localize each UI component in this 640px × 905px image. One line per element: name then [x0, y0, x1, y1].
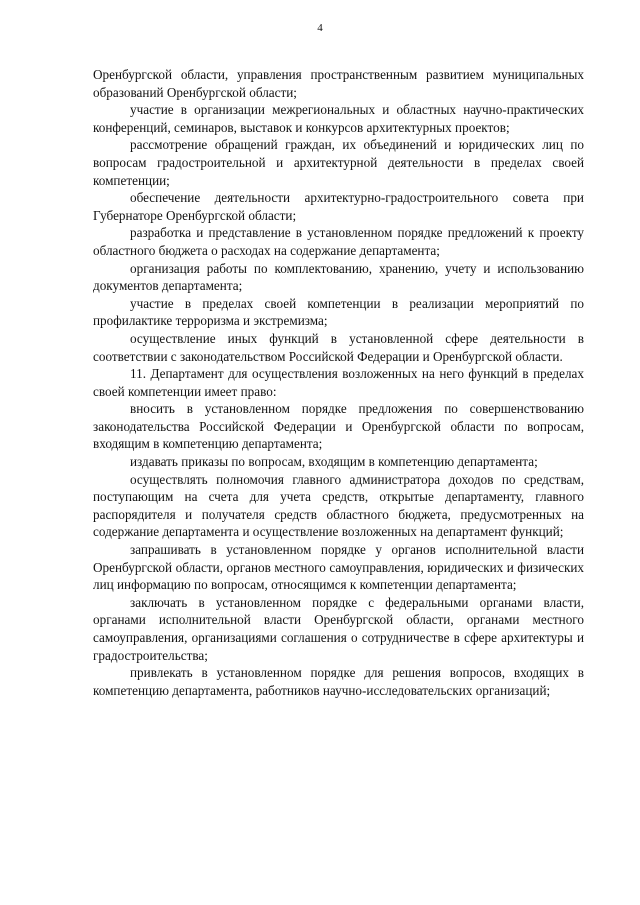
paragraph: организация работы по комплектованию, хранению, учету и использованию документов департамента; [93, 260, 584, 294]
paragraph: вносить в установленном порядке предложения по совершенствованию законодательства Российской Федерации и Оренбургской области по вопросам, входящим в компетенцию департамента; [93, 401, 584, 452]
paragraph: Оренбургской области, управления пространственным развитием муниципальных образований Оренбургской области; [93, 67, 584, 100]
paragraph: обеспечение деятельности архитектурно-градостроительного совета при Губернаторе Оренбургской области; [93, 190, 584, 223]
paragraph: осуществлять полномочия главного администратора доходов по средствам, поступающим на счета для учета средств, открытые департаменту, главного распорядителя и получателя средств областного бюджета, предусмотренных на содержание департамента и осуществление возложенных на департамент функций; [93, 471, 584, 540]
paragraph: осуществление иных функций в установленной сфере деятельности в соответствии с законодательством Российской Федерации и Оренбургской области. [93, 330, 584, 364]
paragraph: разработка и представление в установленном порядке предложений к проекту областного бюджета о расходах на содержание департамента; [93, 225, 584, 258]
paragraph: издавать приказы по вопросам, входящим в компетенцию департамента; [130, 454, 538, 470]
page-number: 4 [317, 22, 323, 34]
paragraph: участие в пределах своей компетенции в реализации мероприятий по профилактике терроризма и экстремизма; [93, 295, 584, 329]
section-heading-paragraph: 11. Департамент для осуществления возложенных на него функций в пределах своей компетенции имеет право: [93, 366, 584, 399]
paragraph: рассмотрение обращений граждан, их объединений и юридических лиц по вопросам градостроительной и архитектурной деятельности в пределах своей компетенции; [93, 137, 584, 188]
paragraph: запрашивать в установленном порядке у органов исполнительной власти Оренбургской области, органов местного самоуправления, юридических и физических лиц информацию по вопросам, относящимся к компетенции департамента; [93, 542, 584, 593]
paragraph: привлекать в установленном порядке для решения вопросов, входящих в компетенцию департамента, работников научно-исследовательских организаций; [93, 665, 584, 698]
paragraph: участие в организации межрегиональных и областных научно-практических конференций, семинаров, выставок и конкурсов архитектурных проектов; [93, 102, 584, 135]
paragraph: заключать в установленном порядке с федеральными органами власти, органами исполнительной власти Оренбургской области, органами местного самоуправления, организациями соглашения о сотрудничестве в сфере архитектуры и градостроительства; [93, 594, 584, 663]
document-body [93, 66, 584, 699]
